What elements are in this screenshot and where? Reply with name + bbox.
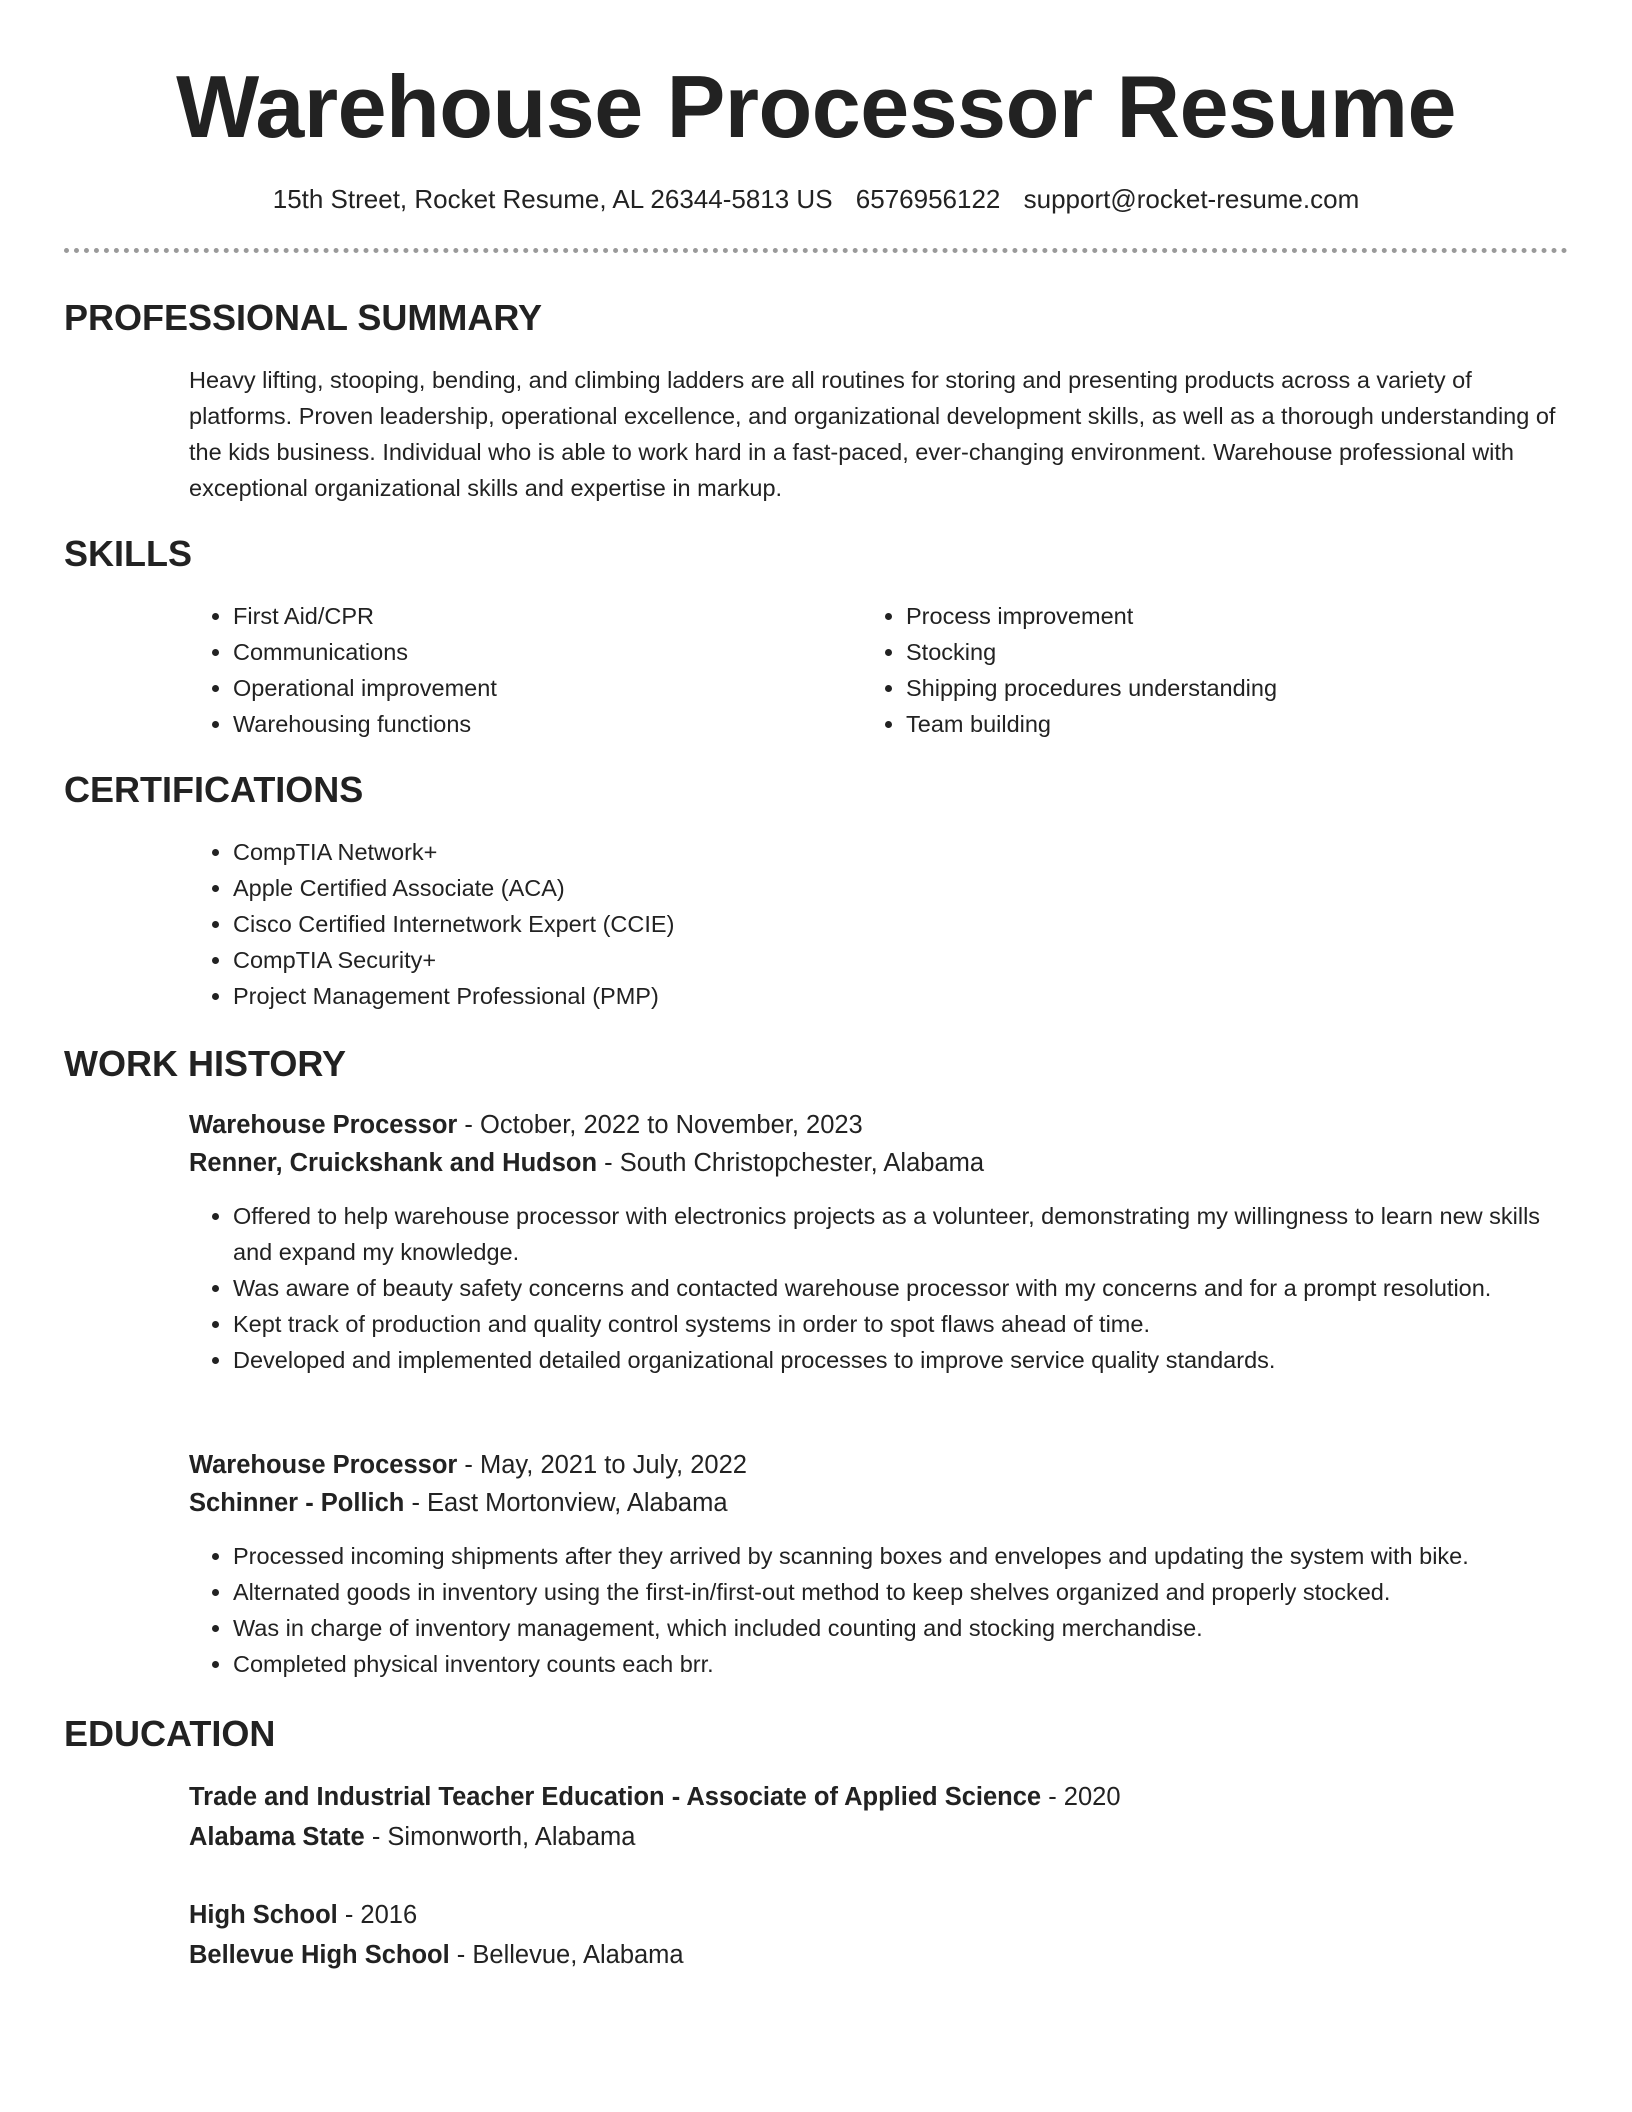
email-text: support@rocket-resume.com xyxy=(1023,184,1360,214)
education-degree-line xyxy=(189,1778,1569,1816)
certification-item: • Apple Certified Associate (ACA) xyxy=(233,870,1569,906)
skills-column-left xyxy=(189,598,829,742)
job-bullets xyxy=(189,1538,1569,1682)
job-location: - East Mortonview, Alabama xyxy=(404,1489,728,1517)
education-entry xyxy=(189,1896,1569,1974)
job-bullets xyxy=(189,1198,1569,1378)
education-school: Bellevue High School xyxy=(189,1941,450,1969)
certification-item: • CompTIA Security+ xyxy=(233,942,1569,978)
education-degree: Trade and Industrial Teacher Education - Associate of Applied Science xyxy=(189,1783,1042,1811)
certification-item: • Cisco Certified Internetwork Expert (CCIE) xyxy=(233,906,1569,942)
job-company-line xyxy=(189,1484,1569,1522)
job-entry xyxy=(189,1106,1569,1378)
job-bullet: • Developed and implemented detailed organizational processes to improve service quality standards. xyxy=(233,1342,1569,1378)
skill-item: • Shipping procedures understanding xyxy=(906,670,1502,706)
job-bullet: • Was in charge of inventory management, which included counting and stocking merchandise. xyxy=(233,1610,1569,1646)
certifications-list xyxy=(189,834,1569,1014)
education-year: - 2016 xyxy=(337,1901,418,1929)
certification-item: • CompTIA Network+ xyxy=(233,834,1569,870)
address-text: 15th Street, Rocket Resume, AL 26344-5813 US xyxy=(272,184,833,214)
resume-title: Warehouse Processor Resume xyxy=(176,57,1456,156)
work-history-heading: WORK HISTORY xyxy=(64,1043,347,1084)
skill-item: • Operational improvement xyxy=(233,670,829,706)
skill-item: • Warehousing functions xyxy=(233,706,829,742)
job-company: Renner, Cruickshank and Hudson xyxy=(189,1149,598,1177)
job-location: - South Christopchester, Alabama xyxy=(597,1149,985,1177)
education-school: Alabama State xyxy=(189,1823,365,1851)
education-location: - Bellevue, Alabama xyxy=(449,1941,684,1969)
job-company: Schinner - Pollich xyxy=(189,1489,405,1517)
job-bullet: • Completed physical inventory counts each brr. xyxy=(233,1646,1569,1682)
job-bullet: • Kept track of production and quality control systems in order to spot flaws ahead of time. xyxy=(233,1306,1569,1342)
header-divider xyxy=(64,248,1568,253)
skill-item: • Team building xyxy=(906,706,1502,742)
education-degree: High School xyxy=(189,1901,338,1929)
job-bullet: • Was aware of beauty safety concerns and contacted warehouse processor with my concerns and for a prompt resolution. xyxy=(233,1270,1569,1306)
skills-heading: SKILLS xyxy=(64,533,193,574)
job-bullet: • Offered to help warehouse processor with electronics projects as a volunteer, demonstrating my willingness to learn new skills and expand my knowledge. xyxy=(233,1198,1569,1270)
education-degree-line xyxy=(189,1896,1569,1934)
skill-item: • Stocking xyxy=(906,634,1502,670)
contact-line xyxy=(0,182,1632,216)
job-title-line xyxy=(189,1106,1569,1144)
education-location: - Simonworth, Alabama xyxy=(364,1823,636,1851)
job-title-line xyxy=(189,1446,1569,1484)
education-school-line xyxy=(189,1818,1569,1856)
job-dates: - October, 2022 to November, 2023 xyxy=(457,1111,863,1139)
job-role: Warehouse Processor xyxy=(189,1451,458,1479)
summary-heading: PROFESSIONAL SUMMARY xyxy=(64,297,543,338)
skills-column-right xyxy=(862,598,1502,742)
education-heading: EDUCATION xyxy=(64,1713,276,1754)
certification-item: • Project Management Professional (PMP) xyxy=(233,978,1569,1014)
job-role: Warehouse Processor xyxy=(189,1111,458,1139)
skill-item: • First Aid/CPR xyxy=(233,598,829,634)
job-dates: - May, 2021 to July, 2022 xyxy=(457,1451,747,1479)
skill-item: • Communications xyxy=(233,634,829,670)
skill-item: • Process improvement xyxy=(906,598,1502,634)
education-entry xyxy=(189,1778,1569,1856)
job-entry xyxy=(189,1446,1569,1682)
job-bullet: • Processed incoming shipments after they arrived by scanning boxes and envelopes and updating the system with bike. xyxy=(233,1538,1569,1574)
education-school-line xyxy=(189,1936,1569,1974)
job-company-line xyxy=(189,1144,1569,1182)
summary-text: Heavy lifting, stooping, bending, and climbing ladders are all routines for storing and presenting products across a variety of platforms. Proven leadership, operational excellence, and organizational development skills, as well as a thorough understanding of the kids business. Individual who is able to work hard in a fast-paced, ever-changing environment. Warehouse professional with exceptional organizational skills and expertise in markup. xyxy=(189,367,1556,501)
phone-text: 6576956122 xyxy=(855,184,1001,214)
job-bullet: • Alternated goods in inventory using the first-in/first-out method to keep shelves organized and properly stocked. xyxy=(233,1574,1569,1610)
education-year: - 2020 xyxy=(1041,1783,1121,1811)
certifications-heading: CERTIFICATIONS xyxy=(64,769,364,810)
